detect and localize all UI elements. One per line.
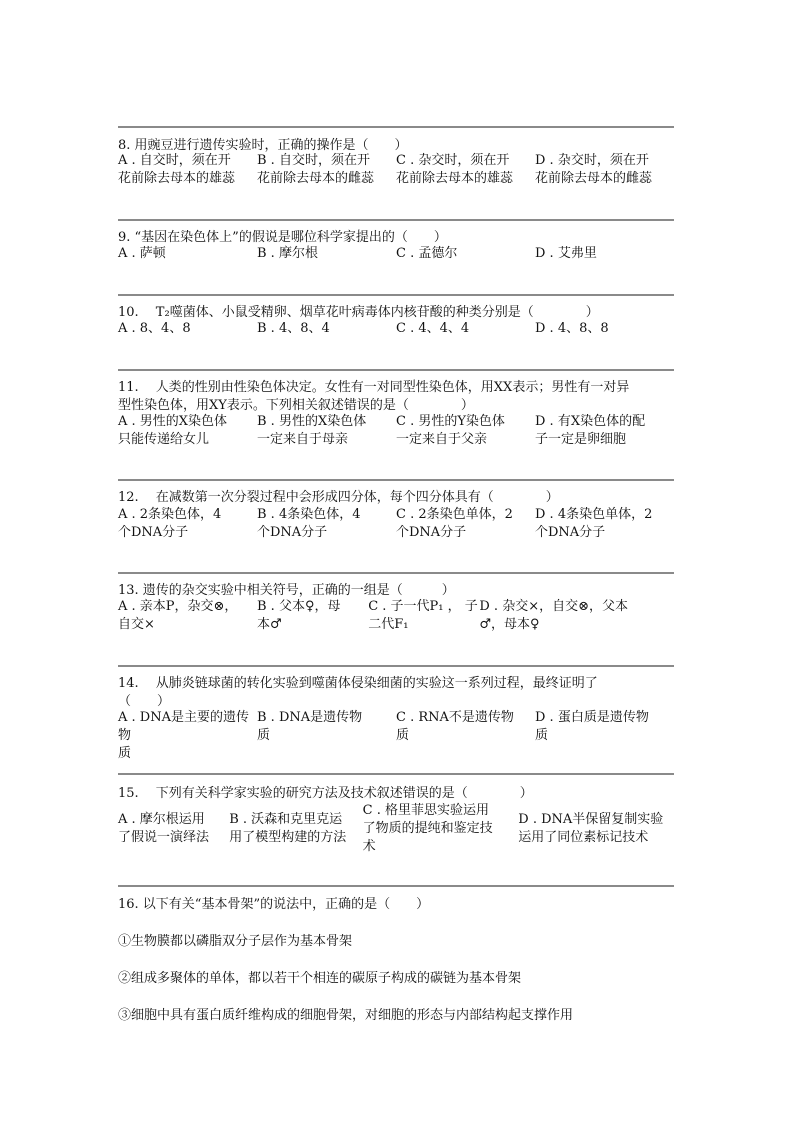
option-c[interactable]: C . 杂交时，须在开 花前除去母本的雄蕊 [396, 153, 514, 186]
option-b[interactable]: B . 4、8、4 [257, 321, 330, 336]
statement-1: ①生物膜都以磷脂双分子层作为基本骨架 [118, 934, 353, 949]
separator-line [118, 885, 674, 887]
option-c[interactable]: C . 孟德尔 [396, 246, 458, 261]
option-b[interactable]: B . 4条染色体，4 个DNA分子 [257, 507, 361, 540]
question-stem: 12. 在减数第一次分裂过程中会形成四分体，每个四分体具有（ ） [118, 490, 559, 505]
statement-2: ②组成多聚体的单体，都以若干个相连的碳原子构成的碳链为基本骨架 [118, 971, 522, 986]
options-row [118, 598, 674, 634]
options-row [118, 152, 674, 188]
option-c[interactable]: C . 2条染色单体，2 个DNA分子 [396, 507, 513, 540]
option-b[interactable]: B . 摩尔根 [257, 246, 318, 261]
option-d[interactable]: D . 4、8、8 [535, 321, 609, 336]
option-a[interactable]: A . 自交时，须在开 花前除去母本的雄蕊 [118, 153, 236, 186]
separator-line [118, 479, 674, 481]
option-a[interactable]: A . 男性的X染色体 只能传递给女儿 [118, 414, 228, 447]
separator-line [118, 294, 674, 296]
option-d[interactable]: D . 艾弗里 [535, 246, 597, 261]
options-row [118, 320, 674, 338]
separator-line [118, 572, 674, 574]
option-b[interactable]: B . 沃森和克里克运 用了模型构建的方法 [229, 812, 347, 845]
question-stem: 9. “基因在染色体上”的假说是哪位科学家提出的（ ） [118, 230, 447, 245]
options-row [118, 413, 674, 449]
question-stem: 15. 下列有关科学家实验的研究方法及技术叙述错误的是（ ） [118, 786, 533, 801]
question-stem: 16. 以下有关“基本骨架”的说法中，正确的是（ ） [118, 897, 430, 912]
question-stem: 8. 用豌豆进行遗传实验时，正确的操作是（ ） [118, 138, 408, 153]
option-a[interactable]: A . 2条染色体，4 个DNA分子 [118, 507, 222, 540]
option-a[interactable]: A . 摩尔根运用 了假说一演绎法 [118, 812, 210, 845]
option-d[interactable]: D . 4条染色单体，2 个DNA分子 [535, 507, 653, 540]
separator-line [118, 369, 674, 371]
option-c[interactable]: C . 男性的Y染色体 一定来自于父亲 [396, 414, 505, 447]
question-stem-line-1: 14. 从肺炎链球菌的转化实验到噬菌体侵染细菌的实验这一系列过程，最终证明了 [118, 676, 598, 691]
option-d[interactable]: D . 杂交时，须在开 花前除去母本的雌蕊 [535, 153, 653, 186]
option-b[interactable]: B . 自交时，须在开 花前除去母本的雌蕊 [257, 153, 375, 186]
question-stem: 13. 遗传的杂交实验中相关符号，正确的一组是（ ） [118, 583, 455, 598]
question-stem: 10. T₂噬菌体、小鼠受精卵、烟草花叶病毒体内核苷酸的种类分别是（ ） [118, 305, 599, 320]
separator-line [118, 773, 674, 775]
option-d[interactable]: D . DNA半保留复制实验 运用了同位素标记技术 [518, 812, 664, 845]
separator-line [118, 665, 674, 667]
separator-line [118, 219, 674, 221]
option-b[interactable]: B . 父本♀，母 本♂ [257, 599, 341, 632]
option-d[interactable]: D . 杂交×，自交⊗，父本 ♂，母本♀ [479, 599, 628, 632]
statement-3: ③细胞中具有蛋白质纤维构成的细胞骨架，对细胞的形态与内部结构起支撑作用 [118, 1008, 574, 1023]
options-row [118, 245, 674, 263]
option-c[interactable]: C . 格里菲思实验运用 了物质的提纯和鉴定技 术 [362, 803, 493, 854]
options-row [118, 802, 674, 856]
options-row [118, 709, 674, 763]
option-a[interactable]: A . 亲本P，杂交⊗， 自交× [118, 599, 238, 632]
option-a[interactable]: A . 萨顿 [118, 246, 166, 261]
option-a[interactable]: A . DNA是主要的遗传物 质 [118, 710, 249, 761]
option-a[interactable]: A . 8、4、8 [118, 321, 191, 336]
option-c[interactable]: C . 子一代P₁ ， 子 二代F₁ [368, 599, 478, 632]
option-b[interactable]: B . DNA是遗传物 质 [257, 710, 363, 743]
option-d[interactable]: D . 有X染色体的配 子一定是卵细胞 [535, 414, 646, 447]
question-stem-line-1: 11. 人类的性别由性染色体决定。女性有一对同型性染色体，用XX表示；男性有一对异 [118, 380, 630, 395]
question-stem-line-2: 型性染色体，用XY表示。下列相关叙述错误的是（ ） [118, 398, 474, 413]
option-c[interactable]: C . 4、4、4 [396, 321, 470, 336]
option-d[interactable]: D . 蛋白质是遗传物 质 [535, 710, 649, 743]
option-c[interactable]: C . RNA不是遗传物 质 [396, 710, 514, 743]
separator-line [118, 126, 674, 128]
question-stem-line-2: （ ） [118, 694, 171, 709]
option-b[interactable]: B . 男性的X染色体 一定来自于母亲 [257, 414, 367, 447]
options-row [118, 506, 674, 542]
